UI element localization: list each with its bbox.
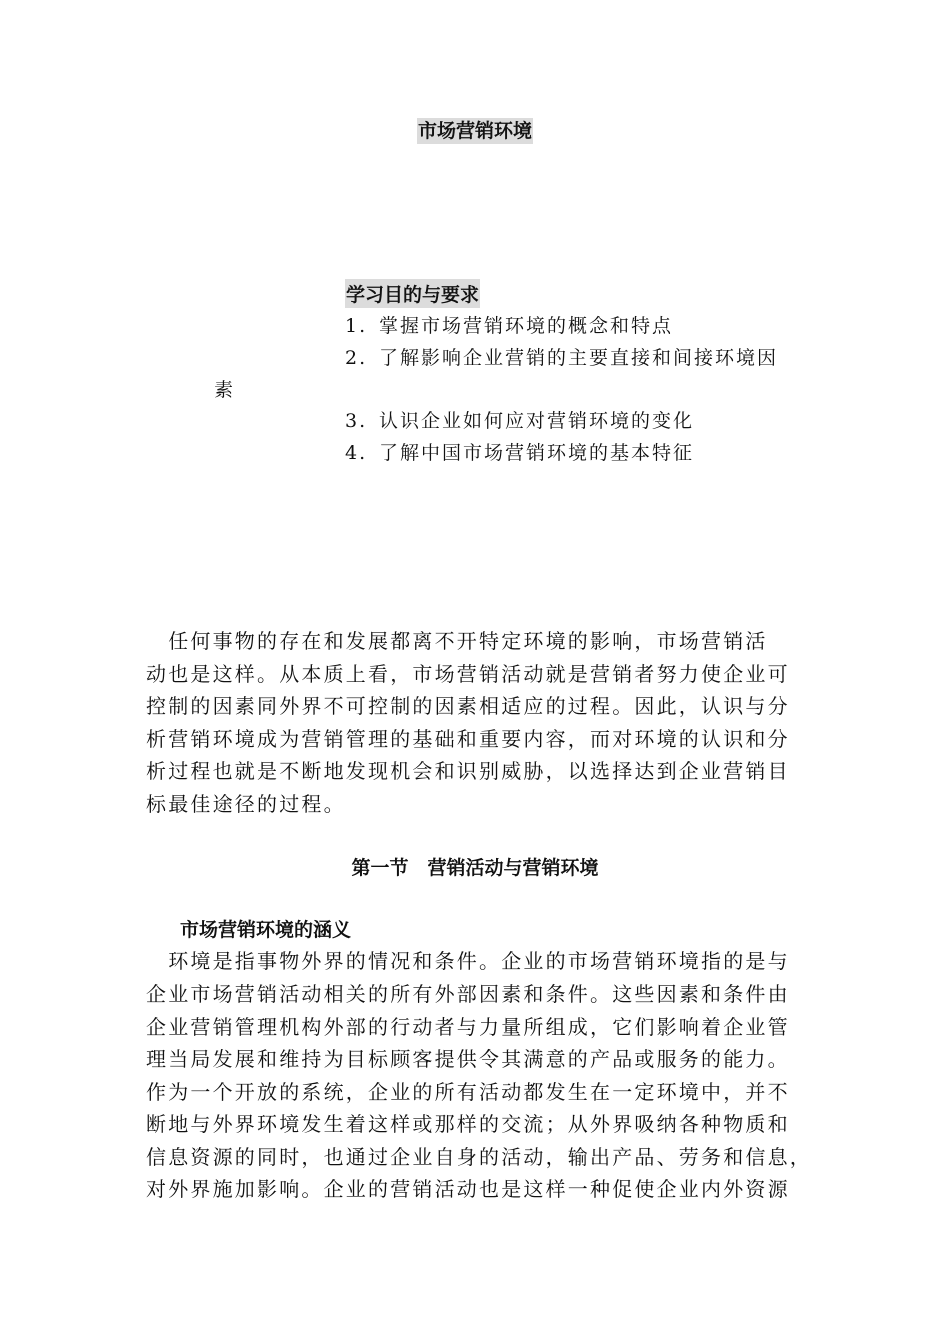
objective-text: 素: [214, 379, 236, 401]
body-line: 理当局发展和维持为目标顾客提供令其满意的产品或服务的能力。: [146, 1047, 790, 1071]
objectives-heading: 学习目的与要求: [345, 279, 480, 308]
objective-item-4: [345, 438, 694, 465]
objective-text: 掌握市场营销环境的概念和特点: [379, 315, 674, 337]
subsection-title: 市场营销环境的涵义: [180, 919, 352, 941]
objective-text: 了解中国市场营销环境的基本特征: [379, 442, 695, 464]
intro-line: 析营销环境成为营销管理的基础和重要内容，而对环境的认识和分: [146, 727, 790, 751]
objective-item-2-wrap: [214, 375, 235, 402]
objective-number: 2.: [345, 347, 368, 369]
body-line: 信息资源的同时，也通过企业自身的活动，输出产品、劳务和信息，: [146, 1145, 812, 1169]
section-title: 第一节 营销活动与营销环境: [351, 857, 599, 879]
objective-text: 了解影响企业营销的主要直接和间接环境因: [379, 347, 779, 369]
objective-number: 4.: [345, 442, 368, 464]
intro-line: 析过程也就是不断地发现机会和识别威胁，以选择达到企业营销目: [146, 759, 790, 783]
objective-item-2: [345, 343, 778, 370]
intro-line: 控制的因素同外界不可控制的因素相适应的过程。因此，认识与分: [146, 694, 790, 718]
objective-text: 认识企业如何应对营销环境的变化: [379, 410, 695, 432]
body-line: 作为一个开放的系统，企业的所有活动都发生在一定环境中，并不: [146, 1080, 790, 1104]
intro-line: 动也是这样。从本质上看，市场营销活动就是营销者努力使企业可: [146, 662, 790, 686]
intro-line: 任何事物的存在和发展都离不开特定环境的影响，市场营销活: [146, 629, 768, 653]
body-line: 环境是指事物外界的情况和条件。企业的市场营销环境指的是与: [146, 949, 790, 973]
body-line: 企业营销管理机构外部的行动者与力量所组成，它们影响着企业管: [146, 1015, 790, 1039]
objective-item-1: [345, 311, 673, 338]
objective-item-3: [345, 406, 694, 433]
intro-line: 标最佳途径的过程。: [146, 792, 346, 816]
document-title: [0, 116, 950, 143]
document-title-text: 市场营销环境: [417, 120, 532, 142]
objective-number: 1.: [345, 315, 368, 337]
body-line: 对外界施加影响。企业的营销活动也是这样一种促使企业内外资源: [146, 1177, 790, 1201]
body-line: 断地与外界环境发生着这样或那样的交流；从外界吸纳各种物质和: [146, 1112, 790, 1136]
objective-number: 3.: [345, 410, 368, 432]
body-line: 企业市场营销活动相关的所有外部因素和条件。这些因素和条件由: [146, 982, 790, 1006]
